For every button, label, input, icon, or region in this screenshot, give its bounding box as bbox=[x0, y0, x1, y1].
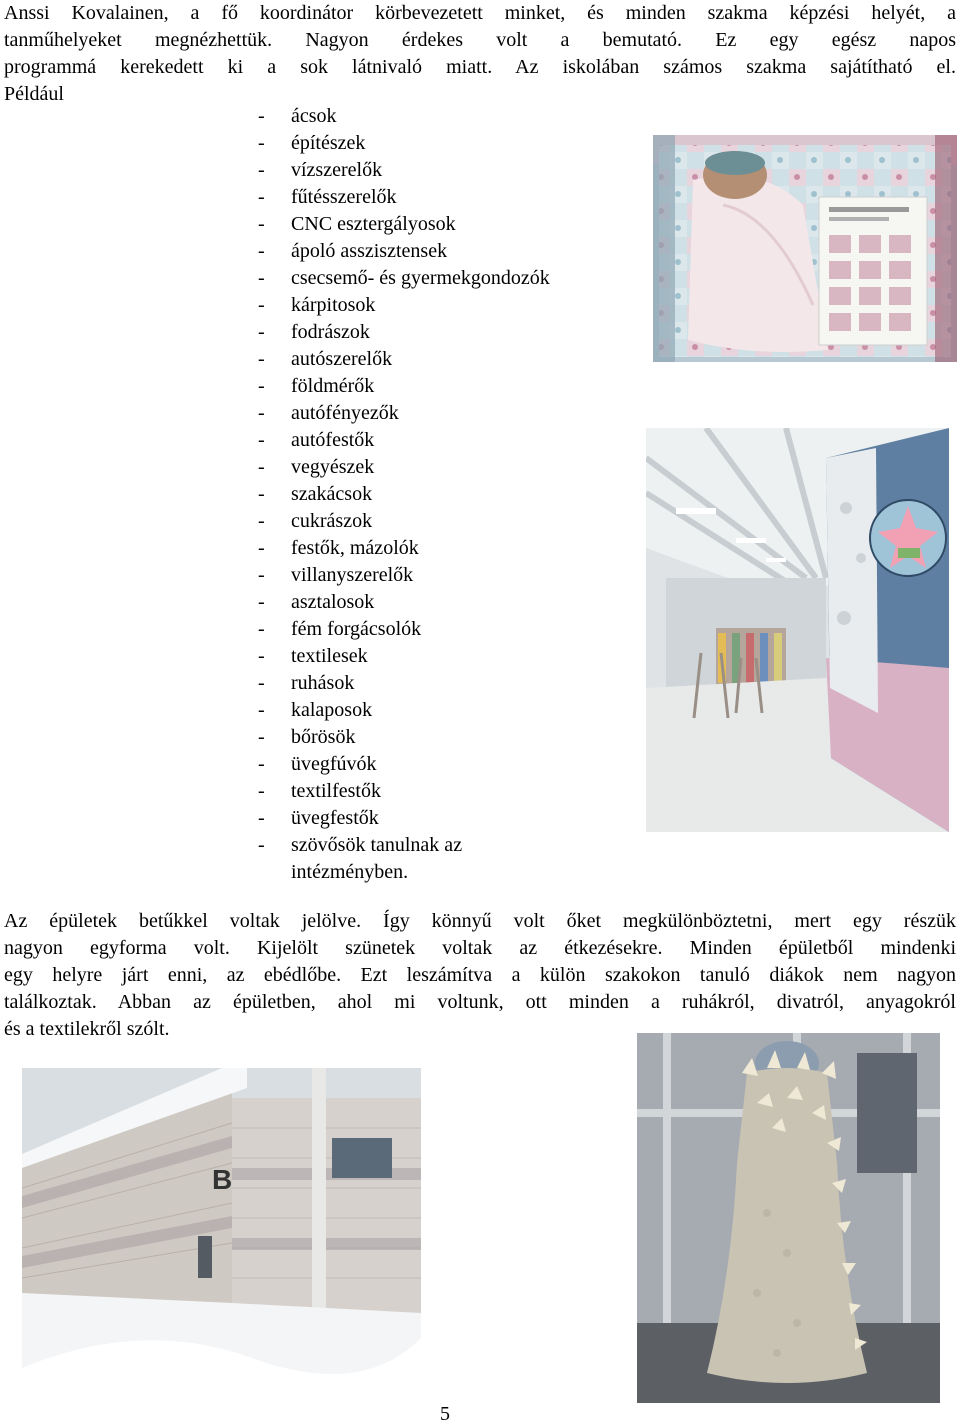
profession-item bbox=[258, 292, 550, 319]
profession-item bbox=[258, 589, 550, 616]
profession-label: textilfestők bbox=[291, 780, 381, 802]
profession-item bbox=[258, 130, 550, 157]
profession-label: üvegfestők bbox=[291, 807, 379, 829]
profession-label: üvegfúvók bbox=[291, 753, 377, 775]
profession-continuation: intézményben. bbox=[291, 861, 409, 883]
list-dash: - bbox=[258, 618, 265, 640]
profession-label: vízszerelők bbox=[291, 159, 383, 181]
profession-label: asztalosok bbox=[291, 591, 375, 613]
profession-item bbox=[258, 238, 550, 265]
profession-label: cukrászok bbox=[291, 510, 373, 532]
page-number: 5 bbox=[440, 1403, 450, 1425]
list-dash: - bbox=[258, 834, 265, 856]
list-dash: - bbox=[258, 780, 265, 802]
profession-list bbox=[258, 103, 550, 886]
list-dash: - bbox=[258, 537, 265, 559]
profession-item bbox=[258, 157, 550, 184]
profession-label: autófényezők bbox=[291, 402, 399, 424]
profession-label: kárpitosok bbox=[291, 294, 376, 316]
list-dash: - bbox=[258, 726, 265, 748]
profession-item bbox=[258, 724, 550, 751]
profession-item bbox=[258, 346, 550, 373]
list-dash: - bbox=[258, 105, 265, 127]
list-dash: - bbox=[258, 186, 265, 208]
profession-label: textilesek bbox=[291, 645, 368, 667]
baby-doll-photo bbox=[653, 135, 957, 362]
profession-item bbox=[258, 616, 550, 643]
body-line: találkoztak. Abban az épületben, ahol mi voltunk, ott minden a ruhákról, divatról, anyagokról bbox=[4, 991, 956, 1013]
intro-paragraph bbox=[4, 0, 956, 108]
profession-label: fodrászok bbox=[291, 321, 370, 343]
profession-item bbox=[258, 103, 550, 130]
profession-item bbox=[258, 265, 550, 292]
list-dash: - bbox=[258, 672, 265, 694]
list-dash: - bbox=[258, 375, 265, 397]
profession-item bbox=[258, 751, 550, 778]
profession-label: fűtésszerelők bbox=[291, 186, 397, 208]
building-sign: B bbox=[212, 1164, 233, 1195]
list-dash: - bbox=[258, 240, 265, 262]
list-dash: - bbox=[258, 456, 265, 478]
profession-item bbox=[258, 805, 550, 832]
list-dash: - bbox=[258, 564, 265, 586]
body-paragraph bbox=[4, 908, 956, 1043]
profession-label: építészek bbox=[291, 132, 366, 154]
profession-label: autófestők bbox=[291, 429, 375, 451]
profession-label: ápoló asszisztensek bbox=[291, 240, 448, 262]
profession-item bbox=[258, 373, 550, 400]
profession-item bbox=[258, 697, 550, 724]
list-dash: - bbox=[258, 510, 265, 532]
body-line: egy helyre járt enni, az ebédlőbe. Ezt leszámítva a külön szakokon tanuló diákok nem nagyon bbox=[4, 964, 956, 986]
profession-label: szakácsok bbox=[291, 483, 373, 505]
profession-label: vegyészek bbox=[291, 456, 375, 478]
list-dash: - bbox=[258, 321, 265, 343]
profession-item bbox=[258, 400, 550, 427]
profession-label: kalaposok bbox=[291, 699, 373, 721]
profession-label: villanyszerelők bbox=[291, 564, 414, 586]
list-dash: - bbox=[258, 483, 265, 505]
profession-item bbox=[258, 319, 550, 346]
profession-item bbox=[258, 481, 550, 508]
profession-item bbox=[258, 562, 550, 589]
profession-item bbox=[258, 535, 550, 562]
profession-label: csecsemő- és gyermekgondozók bbox=[291, 267, 550, 289]
profession-item bbox=[258, 427, 550, 454]
profession-item bbox=[258, 832, 550, 859]
intro-line: Például bbox=[4, 83, 64, 105]
list-dash: - bbox=[258, 429, 265, 451]
profession-label: autószerelők bbox=[291, 348, 393, 370]
list-dash: - bbox=[258, 213, 265, 235]
profession-label: ácsok bbox=[291, 105, 337, 127]
hallway-photo bbox=[646, 428, 949, 832]
profession-item bbox=[258, 454, 550, 481]
list-dash: - bbox=[258, 132, 265, 154]
profession-item bbox=[258, 184, 550, 211]
intro-line: programmá kerekedett ki a sok látnivaló miatt. Az iskolában számos szakma sajátítható el. bbox=[4, 56, 956, 78]
profession-item bbox=[258, 670, 550, 697]
list-dash: - bbox=[258, 294, 265, 316]
dress-photo bbox=[637, 1033, 940, 1403]
list-dash: - bbox=[258, 699, 265, 721]
profession-label: CNC esztergályosok bbox=[291, 213, 456, 235]
building-photo bbox=[22, 1068, 421, 1400]
body-line: nagyon egyforma volt. Kijelölt szünetek voltak az étkezésekre. Minden épületből mindenki bbox=[4, 937, 956, 959]
body-line: Az épületek betűkkel voltak jelölve. Így könnyű volt őket megkülönböztetni, mert egy részük bbox=[4, 910, 956, 932]
profession-item bbox=[258, 643, 550, 670]
profession-label: szövősök tanulnak az bbox=[291, 834, 463, 856]
list-dash: - bbox=[258, 591, 265, 613]
profession-item bbox=[258, 778, 550, 805]
intro-line: Anssi Kovalainen, a fő koordinátor körbevezetett minket, és minden szakma képzési helyét, a bbox=[4, 2, 956, 24]
list-dash: - bbox=[258, 267, 265, 289]
profession-item bbox=[258, 508, 550, 535]
profession-label: földmérők bbox=[291, 375, 375, 397]
list-dash: - bbox=[258, 159, 265, 181]
body-line: és a textilekről szólt. bbox=[4, 1018, 170, 1040]
profession-item bbox=[258, 211, 550, 238]
list-dash: - bbox=[258, 807, 265, 829]
list-dash: - bbox=[258, 753, 265, 775]
profession-label: bőrösök bbox=[291, 726, 356, 748]
list-dash: - bbox=[258, 402, 265, 424]
intro-line: tanműhelyeket megnézhettük. Nagyon érdekes volt a bemutató. Ez egy egész napos bbox=[4, 29, 956, 51]
profession-label: fém forgácsolók bbox=[291, 618, 422, 640]
list-dash: - bbox=[258, 645, 265, 667]
profession-label: ruhások bbox=[291, 672, 355, 694]
profession-label: festők, mázolók bbox=[291, 537, 419, 559]
list-dash: - bbox=[258, 348, 265, 370]
